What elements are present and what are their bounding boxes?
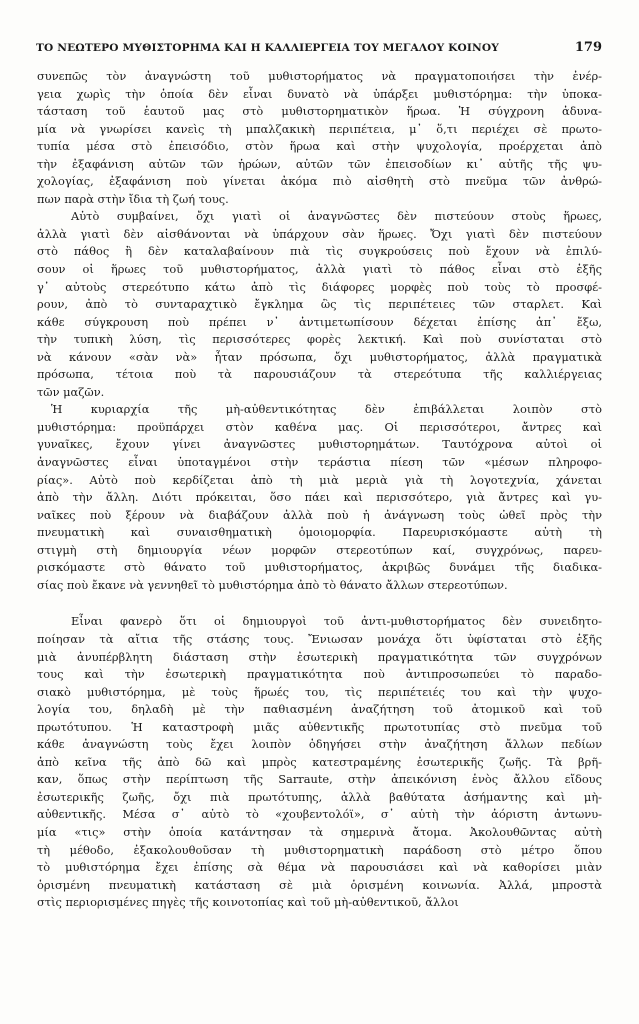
text-line: τῶν μαζῶν. bbox=[37, 384, 105, 399]
paragraph bbox=[37, 68, 602, 208]
text-line: ρουν, ἀπὸ τὸ συνταραχτικὸ ἔγκλημα ὣς τὶς περιπέτειες τῶν σταρλετ. Καὶ bbox=[37, 297, 602, 312]
text-line: ἀπὸ κεῖνα τῆς ἀπὸ δῶ καὶ μπρὸς κατεστραμένης ἐσωτερικῆς ζωῆς. Τὰ βρῆ- bbox=[37, 754, 602, 769]
running-title: ΤΟ ΝΕΩΤΕΡΟ ΜΥΘΙΣΤΟΡΗΜΑ ΚΑΙ Η ΚΑΛΛΙΕΡΓΕΙΑ ΤΟΥ ΜΕΓΑΛΟΥ ΚΟΙΝΟΥ bbox=[36, 42, 499, 54]
text-line: πων παρὰ στὴν ἴδια τὴ ζωή τους. bbox=[37, 191, 229, 206]
text-line: ποίησαν τὰ αἴτια τῆς στάσης τους. Ἔνιωσαν μονάχα ὅτι ὑφίσταται στὸ ἑξῆς bbox=[37, 631, 602, 646]
text-line: χολογίας, ἐξαφάνιση ποὺ γίνεται ἀκόμα πιὸ αἰσθητὴ στὸ πνεῦμα τῶν ἀνθρώ- bbox=[37, 174, 602, 189]
text-line: σουν οἱ ἥρωες τοῦ μυθιστορήματος, ἀλλὰ γιατὶ τὸ πάθος εἶναι στὸ ἑξῆς bbox=[37, 262, 602, 277]
text-line: ναῖκες ποὺ ξέρουν νὰ διαβάζουν ἀλλὰ ποὺ ἡ ἀνάγνωση τοὺς ὠθεῖ πρὸς τὴν bbox=[37, 507, 602, 522]
running-head bbox=[36, 40, 602, 60]
text-line: μία νὰ γνωρίσει κανεὶς τὴ μπαλζακικὴ περιπέτεια, μ᾿ ὅ,τι περιέχει σὲ πρωτο- bbox=[37, 121, 602, 136]
text-line: Ἡ κυριαρχία τῆς μὴ-αὐθεντικότητας δὲν ἐπιβάλλεται λοιπὸν στὸ bbox=[51, 402, 602, 417]
text-line: νὰ κάνουν «σὰν νὰ» ἦταν πρόσωπα, ὄχι μυθιστορήματος, ἀλλὰ πραγματικὰ bbox=[37, 349, 602, 364]
section-break bbox=[37, 594, 602, 613]
text-line: μία «τις» στὴν ὁποία κατάντησαν τὰ σημερινὰ ἄτομα. Ἀκολουθῶντας αὐτὴ bbox=[37, 824, 602, 839]
text-line: μυθιστόρημα: προϋπάρχει στὸν καθένα μας. Οἱ περισσότεροι, ἄντρες καὶ bbox=[37, 419, 602, 434]
text-line: ἀπὸ τὴν ἄλλη. Διότι πρόκειται, ὅσο πάει καὶ περισσότερο, γιὰ ἄντρες καὶ γυ- bbox=[37, 490, 602, 505]
text-line: τυπία μέσα στὸ ἐπεισόδιο, στὸν ἥρωα καὶ στὴν ψυχολογία, προέρχεται ἀπὸ bbox=[37, 139, 602, 154]
text-line: αὐθεντικῆς. Μέσα σ᾿ αὐτὸ τὸ «χουβεντολόϊ», σ᾿ αὐτὴ τὴν ἀόριστη ἀντωνυ- bbox=[37, 807, 602, 822]
text-line: Εἶναι φανερὸ ὅτι οἱ δημιουργοὶ τοῦ ἀντι-μυθιστορήματος δὲν συνειδητο- bbox=[71, 614, 602, 629]
body-text bbox=[37, 68, 602, 912]
text-line: πρωτότυπου. Ἡ καταστροφὴ μιᾶς αὐθεντικῆς πρωτοτυπίας στὸ πνεῦμα τοῦ bbox=[37, 719, 602, 734]
text-line: τάσταση τοῦ ἑαυτοῦ μας στὸ μυθιστορηματικὸν ἥρωα. Ἡ σύγχρονη ἀδυνα- bbox=[37, 104, 602, 119]
text-line: ἐσωτερικῆς ζωῆς, ὄχι πιὰ πρωτότυπης, ἀλλὰ βαθύτατα ἀσήμαντης καὶ μὴ- bbox=[37, 789, 602, 804]
text-line: στιγμὴ στὴ δημιουργία νέων μορφῶν στερεοτύπων καί, συγχρόνως, παρευ- bbox=[37, 542, 602, 557]
text-line: τὴ μέθοδο, ἐξακολουθοῦσαν τὴ μυθιστορηματικὴ παράδοση στὸ μέτρο ὅπου bbox=[37, 842, 602, 857]
text-line: κάθε ἀναγνώστη τοὺς ἔχει λοιπὸν ὁδηγήσει στὴν ἀναζήτηση ἄλλων πεδίων bbox=[37, 737, 602, 752]
paragraph bbox=[37, 613, 602, 911]
text-line: σίας ποὺ ἔκανε νὰ γεννηθεῖ τὸ μυθιστόρημα ἀπὸ τὸ θάνατο ἄλλων στερεοτύπων. bbox=[37, 577, 508, 592]
paragraph bbox=[37, 401, 602, 594]
text-line: τὸ μυθιστόρημα ἔχει ἐπίσης σὰ θέμα νὰ παρουσιάσει καὶ νὰ καθορίσει μιὰν bbox=[37, 860, 602, 875]
text-line: τὴν τυπικὴ λύση, τὶς περισσότερες φορὲς λεκτική. Καὶ ποὺ συνίσταται στὸ bbox=[37, 332, 602, 347]
text-line: ρίας». Αὐτὸ ποὺ κερδίζεται ἀπὸ τὴ μιὰ μεριὰ γιὰ τὴ λογοτεχνία, χάνεται bbox=[37, 472, 602, 487]
text-line: τους καὶ τὴν ἐσωτερικὴ πραγματικότητα ποὺ ἀντιπροσωπεύει τὸ παραδο- bbox=[37, 667, 602, 682]
text-line: γ᾿ αὐτοὺς στερεότυπο κάτω ἀπὸ τὶς διάφορες μορφὲς ποὺ τοὺς τὸ προσφέ- bbox=[37, 279, 602, 294]
text-line: πνευματικὴ καὶ συναισθηματικὴ ὁμοιομορφία. Παρευρισκόμαστε αὐτὴ τὴ bbox=[37, 525, 602, 540]
text-line: στὸ πάθος ἢ δὲν καταλαβαίνουν πιὰ τὶς συγκρούσεις ποὺ ἔχουν νὰ ἐπιλύ- bbox=[37, 244, 602, 259]
text-line: συνεπῶς τὸν ἀναγνώστη τοῦ μυθιστορήματος νὰ πραγματοποιήσει τὴν ἐνέρ- bbox=[37, 69, 602, 83]
text-line: μιὰ ἀνυπέρβλητη διάσταση στὴν ἐσωτερικὴ πραγματικότητα τῶν συγχρόνων bbox=[37, 649, 602, 664]
text-line: καν, ὅπως στὴν περίπτωση τῆς Sarraute, στὴν ἀπεικόνιση ἑνὸς ἄλλου εἴδους bbox=[37, 772, 602, 787]
page-number: 179 bbox=[574, 40, 602, 55]
text-line: γυναῖκες, ἔχουν γίνει ἀναγνῶστες μυθιστορημάτων. Ταυτόχρονα αὐτοὶ οἱ bbox=[37, 437, 602, 452]
text-line: λογία του, δηλαδὴ μὲ τὴν παθιασμένη ἀναζήτηση τοῦ ἀτομικοῦ καὶ τοῦ bbox=[37, 702, 602, 717]
text-line: τὴν ἐξαφάνιση αὐτῶν τῶν ἡρώων, αὐτῶν τῶν ἐπεισοδίων κι᾿ αὐτῆς τῆς ψυ- bbox=[37, 156, 602, 171]
text-line: ὁρισμένη πνευματικὴ κατάσταση σὲ μιὰ ὁρισμένη κοινωνία. Ἀλλά, μπροστὰ bbox=[37, 877, 602, 892]
text-line: ἀναγνῶστες εἶναι ὑποταγμένοι στὴν τεράστια πίεση τῶν «μέσων πληροφο- bbox=[37, 455, 602, 470]
text-line: ἀλλὰ γιατὶ δὲν αἰσθάνονται νὰ ὑπάρχουν σὰν ἥρωες. Ὄχι γιατὶ δὲν πιστεύουν bbox=[37, 226, 602, 241]
text-line: πρόσωπα, τέτοια ποὺ τὰ παρουσιάζουν τὰ στερεότυπα τῆς καλλιέργειας bbox=[37, 367, 602, 382]
text-line: σιακὸ μυθιστόρημα, μὲ τοὺς ἥρωές του, τὶς περιπέτειές του καὶ τὴν ψυχο- bbox=[37, 684, 602, 699]
text-line: ρισκόμαστε στὸ θάνατο τοῦ μυθιστορήματος, ἀκριβῶς δυνάμει τῆς διαδικα- bbox=[37, 560, 602, 575]
text-line: κάθε σύγκρουση ποὺ πρέπει ν᾿ ἀντιμετωπίσουν δέχεται ἐπίσης ἀπ᾿ ἔξω, bbox=[37, 314, 602, 329]
text-line: στὶς περιορισμένες πηγὲς τῆς κοινοτοπίας καὶ τοῦ μὴ-αὐθεντικοῦ, ἄλλοι bbox=[37, 895, 459, 910]
text-line: Αὐτὸ συμβαίνει, ὄχι γιατὶ οἱ ἀναγνῶστες δὲν πιστεύουν στοὺς ἥρωες, bbox=[71, 209, 602, 224]
text-line: γεια χωρὶς τὴν ὁποία δὲν εἶναι δυνατὸ νὰ ὑπάρξει μυθιστόρημα: τὴν ὑποκα- bbox=[37, 86, 602, 101]
paragraph bbox=[37, 208, 602, 401]
